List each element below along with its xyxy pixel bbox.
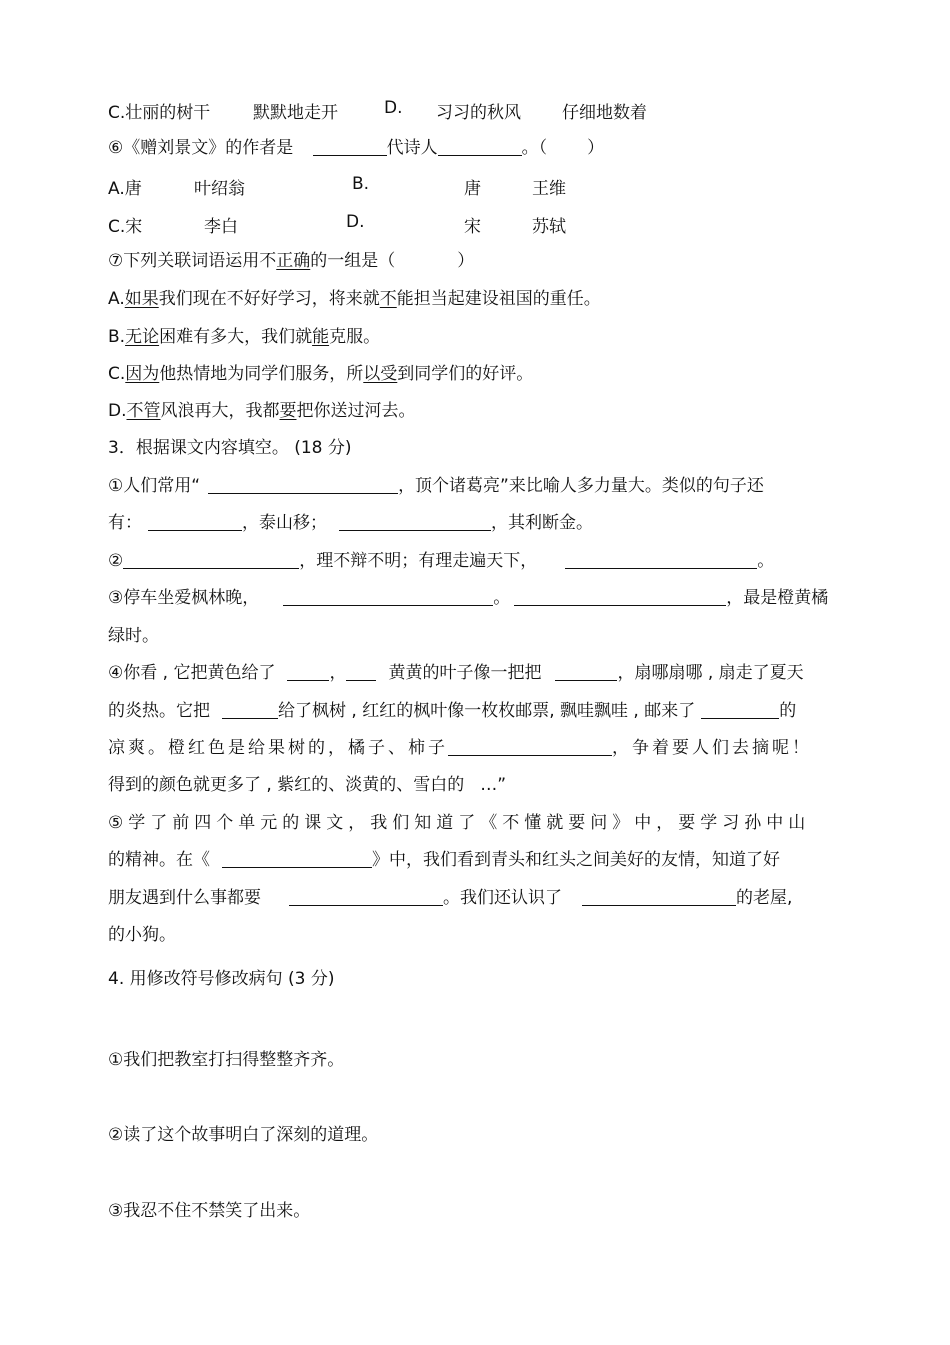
q3-4-blank1[interactable] [287, 663, 329, 681]
option-d-text1: 习习的秋风 [436, 103, 521, 123]
q3-item3-line2: 绿时。 [108, 626, 159, 646]
q3-3-post: ，最是橙黄橘 [726, 588, 829, 608]
q7-c-text2: 到同学们的好评。 [397, 364, 534, 384]
q6-blank-dynasty[interactable] [313, 138, 387, 156]
q3-3-blank2[interactable] [514, 588, 726, 606]
q3-5-l2-pre: 的精神。在《 [108, 850, 210, 870]
q4-sentence-2: ②读了这个故事明白了深刻的道理。 [108, 1125, 379, 1145]
q3-4-l3-pre: 凉爽。橙红色是给果树的，橘子、柿子 [108, 738, 448, 758]
q7-option-c [108, 362, 845, 386]
q7-stem-close: ） [457, 251, 475, 271]
q7-option-d [108, 399, 845, 423]
q3-1-l2-pre: 有： [108, 513, 142, 533]
q6-option-b-text2: 王维 [532, 179, 566, 199]
q6-option-c-text: 李白 [204, 217, 238, 237]
q3-item4-line2 [108, 699, 845, 723]
q7-c-text1: 他热情地为同学们服务，所 [159, 364, 364, 384]
q3-2-post: 。 [757, 551, 775, 571]
section-3-heading: 3．根据课文内容填空。 (18 分) [108, 438, 352, 458]
q3-1-l2-mid: ，泰山移； [242, 513, 327, 533]
q3-5-blank1[interactable] [222, 850, 372, 868]
q3-3-blank1[interactable] [283, 588, 493, 606]
q7-stem-post: 的一组是（ [310, 251, 396, 271]
q3-4-l1-comma: ， [329, 663, 347, 683]
q7-d-word1: 不管 [126, 401, 161, 421]
q3-5-l2-post: 》中，我们看到青头和红头之间美好的友情，知道了好 [372, 850, 780, 870]
q6-mid: 代诗人 [386, 138, 438, 158]
q7-stem-underlined: 正确 [276, 251, 311, 271]
q3-4-l2-pre: 的炎热。它把 [108, 701, 210, 721]
q3-4-l4: 得到的颜色就更多了 , 紫红的、淡黄的、雪白的 [108, 775, 465, 795]
q6-option-d: D. [346, 212, 365, 232]
q7-b-label: B. [108, 327, 126, 347]
q6-blank-poet[interactable] [438, 138, 522, 156]
q3-item4-line1 [108, 661, 845, 685]
q7-a-word1: 如果 [124, 289, 159, 309]
q7-d-label: D. [108, 401, 127, 421]
q3-item4-line4 [108, 773, 845, 797]
q7-stem-pre: ⑦下列关联词语运用不 [108, 251, 277, 271]
q3-4-l2-mid: 给了枫树 , 红红的枫叶像一枚枚邮票 [278, 701, 550, 721]
q6-option-d-text1: 宋 [464, 217, 481, 237]
q3-item5-line2 [108, 848, 845, 872]
q7-option-b [108, 325, 845, 349]
q6-suffix: 。（ [521, 138, 548, 158]
q3-1-blank3[interactable] [339, 513, 491, 531]
q7-a-word2: 不 [379, 289, 397, 309]
q3-4-l4-end: …” [480, 775, 507, 795]
q7-b-word2: 能 [312, 327, 330, 347]
q7-d-text2: 把你送过河去。 [296, 401, 416, 421]
q3-1-post: ，顶个诸葛亮”来比喻人多力量大。类似的句子还 [398, 476, 764, 496]
q7-option-a [108, 287, 845, 311]
q7-a-text2: 能担当起建设祖国的重任。 [396, 289, 601, 309]
q3-4-l1-post: ，扇哪扇哪 , 扇走了夏天 [617, 663, 804, 683]
q3-5-l3-pre: 朋友遇到什么事都要 [108, 888, 261, 908]
q3-item5-line3 [108, 886, 845, 910]
q6-option-a-text: 叶绍翁 [194, 179, 245, 199]
q3-4-l3-post: ，争着要人们去摘呢！ [612, 738, 812, 758]
q7-d-text1: 风浪再大，我都 [160, 401, 280, 421]
section-4-heading: 4. 用修改符号修改病句 (3 分) [108, 969, 335, 989]
q3-4-blank5[interactable] [448, 738, 612, 756]
q7-c-label: C. [108, 364, 126, 384]
q3-5-blank2[interactable] [289, 888, 443, 906]
q3-1-blank1[interactable] [208, 476, 398, 494]
q3-5-blank3[interactable] [582, 888, 736, 906]
option-d-text2: 仔细地数着 [562, 103, 647, 123]
q7-b-text1: 困难有多大，我们就 [159, 327, 313, 347]
q3-item3-line1 [108, 586, 845, 610]
q6-close: ） [587, 138, 605, 158]
q3-4-l2-mid2: , 飘哇飘哇 , 邮来了 [549, 701, 696, 721]
q3-item2 [108, 549, 845, 573]
q3-1-blank2[interactable] [148, 513, 242, 531]
q3-1-pre: ①人们常用“ [108, 476, 201, 496]
q7-d-word2: 要 [279, 401, 297, 421]
q3-2-blank1[interactable] [123, 551, 299, 569]
q7-b-text2: 克服。 [329, 327, 381, 347]
q7-c-word2: 以受 [363, 364, 398, 384]
q3-4-l1-pre: ④你看 , 它把黄色给了 [108, 663, 276, 683]
q3-3-mid: 。 [493, 588, 511, 608]
q3-4-l1-mid: 黄黄的叶子像一把把 [388, 663, 542, 683]
question-7-stem [108, 249, 845, 273]
option-c-text2: 默默地走开 [253, 103, 338, 123]
q3-2-pre: ② [108, 551, 124, 571]
q3-item1-line1 [108, 474, 845, 498]
q3-3-pre: ③停车坐爱枫林晚， [108, 588, 260, 608]
q4-sentence-1: ①我们把教室打扫得整整齐齐。 [108, 1050, 345, 1070]
question-6-stem [108, 136, 845, 160]
option-d-label: D. [384, 98, 403, 118]
q7-a-text1: 我们现在不好好学习，将来就 [158, 289, 380, 309]
q3-4-blank4[interactable] [701, 701, 779, 719]
q3-item5-line1: ⑤学了前四个单元的课文，我们知道了《不懂就要问》中，要学习孙中山 [108, 813, 811, 833]
q3-2-blank2[interactable] [565, 551, 757, 569]
q3-1-l2-post: ，其利断金。 [491, 513, 593, 533]
option-c: C.壮丽的树干 [108, 103, 211, 123]
q6-option-c: C.宋 [108, 217, 143, 237]
q3-item1-line2 [108, 511, 845, 535]
q3-4-l2-post: 的 [779, 701, 797, 721]
q3-item4-line3 [108, 736, 845, 760]
q6-option-b: B. [352, 174, 370, 194]
q6-option-b-text1: 唐 [464, 179, 481, 199]
q7-c-word1: 因为 [125, 364, 160, 384]
q3-5-l3-mid: 。我们还认识了 [443, 888, 562, 908]
q7-a-label: A. [108, 289, 125, 309]
q3-4-blank3[interactable] [222, 701, 278, 719]
q6-option-a: A.唐 [108, 179, 142, 199]
q4-sentence-3: ③我忍不住不禁笑了出来。 [108, 1201, 311, 1221]
q3-2-mid: ，理不辩不明；有理走遍天下， [299, 551, 538, 571]
q3-item5-line4: 的小狗。 [108, 925, 176, 945]
q3-4-blank1b[interactable] [346, 663, 376, 681]
q7-b-word1: 无论 [125, 327, 160, 347]
q6-option-d-text2: 苏轼 [532, 217, 566, 237]
q3-4-blank2[interactable] [555, 663, 617, 681]
q6-prefix: ⑥《赠刘景文》的作者是 [108, 138, 294, 158]
q3-5-l3-post: 的老屋, [736, 888, 793, 908]
